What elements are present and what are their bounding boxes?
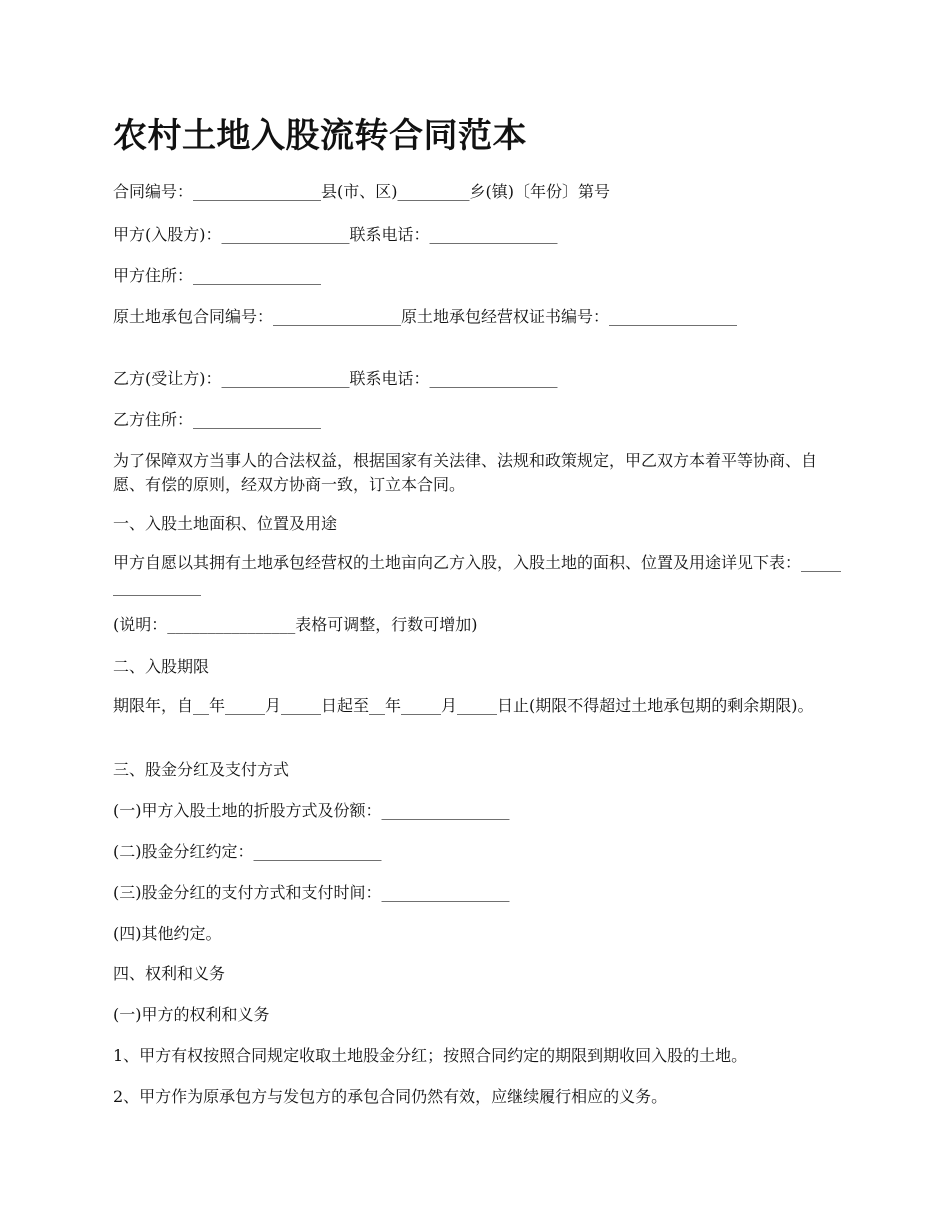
party-a-line: 甲方(入股方)：________________联系电话：________________ — [113, 225, 558, 244]
contract-number-line: 合同编号：________________县(市、区)_________乡(镇)〔年份〕第号 — [113, 182, 610, 201]
original-contract-line: 原土地承包合同编号：________________原土地承包经营权证书编号：________________ — [113, 307, 738, 326]
document-title: 农村土地入股流转合同范本 — [113, 116, 527, 156]
section-heading-1: 一、入股土地面积、位置及用途 — [113, 514, 338, 533]
section-1-paragraph: 甲方自愿以其拥有土地承包经营权的土地亩向乙方入股，入股土地的面积、位置及用途详见下表：________________ — [113, 553, 842, 596]
clause-3-1: (一)甲方入股土地的折股方式及份额：________________ — [113, 801, 510, 820]
section-heading-3: 三、股金分红及支付方式 — [113, 760, 290, 779]
section-heading-4: 四、权利和义务 — [113, 964, 226, 983]
section-heading-2: 二、入股期限 — [113, 657, 210, 676]
clause-4-1-2: 2、甲方作为原承包方与发包方的承包合同仍然有效，应继续履行相应的义务。 — [113, 1087, 668, 1106]
party-a-address-line: 甲方住所：________________ — [113, 266, 322, 285]
clause-3-2: (二)股金分红约定：________________ — [113, 842, 382, 861]
clause-3-4: (四)其他约定。 — [113, 924, 222, 943]
clause-4-1-1: 1、甲方有权按照合同规定收取土地股金分红；按照合同约定的期限到期收回入股的土地。 — [113, 1046, 748, 1065]
preamble-paragraph: 为了保障双方当事人的合法权益，根据国家有关法律、法规和政策规定，甲乙双方本着平等协商、自愿、有偿的原则，经双方协商一致，订立本合同。 — [113, 451, 818, 494]
subsection-party-a-rights: (一)甲方的权利和义务 — [113, 1005, 270, 1024]
clause-3-3: (三)股金分红的支付方式和支付时间：________________ — [113, 883, 510, 902]
note-line: (说明：________________表格可调整，行数可增加) — [113, 615, 478, 634]
party-b-line: 乙方(受让方)：________________联系电话：________________ — [113, 369, 558, 388]
term-paragraph: 期限年，自__年_____月_____日起至__年_____月_____日止(期限不得超过土地承包期的剩余期限)。 — [113, 696, 814, 715]
party-b-address-line: 乙方住所：________________ — [113, 410, 322, 429]
